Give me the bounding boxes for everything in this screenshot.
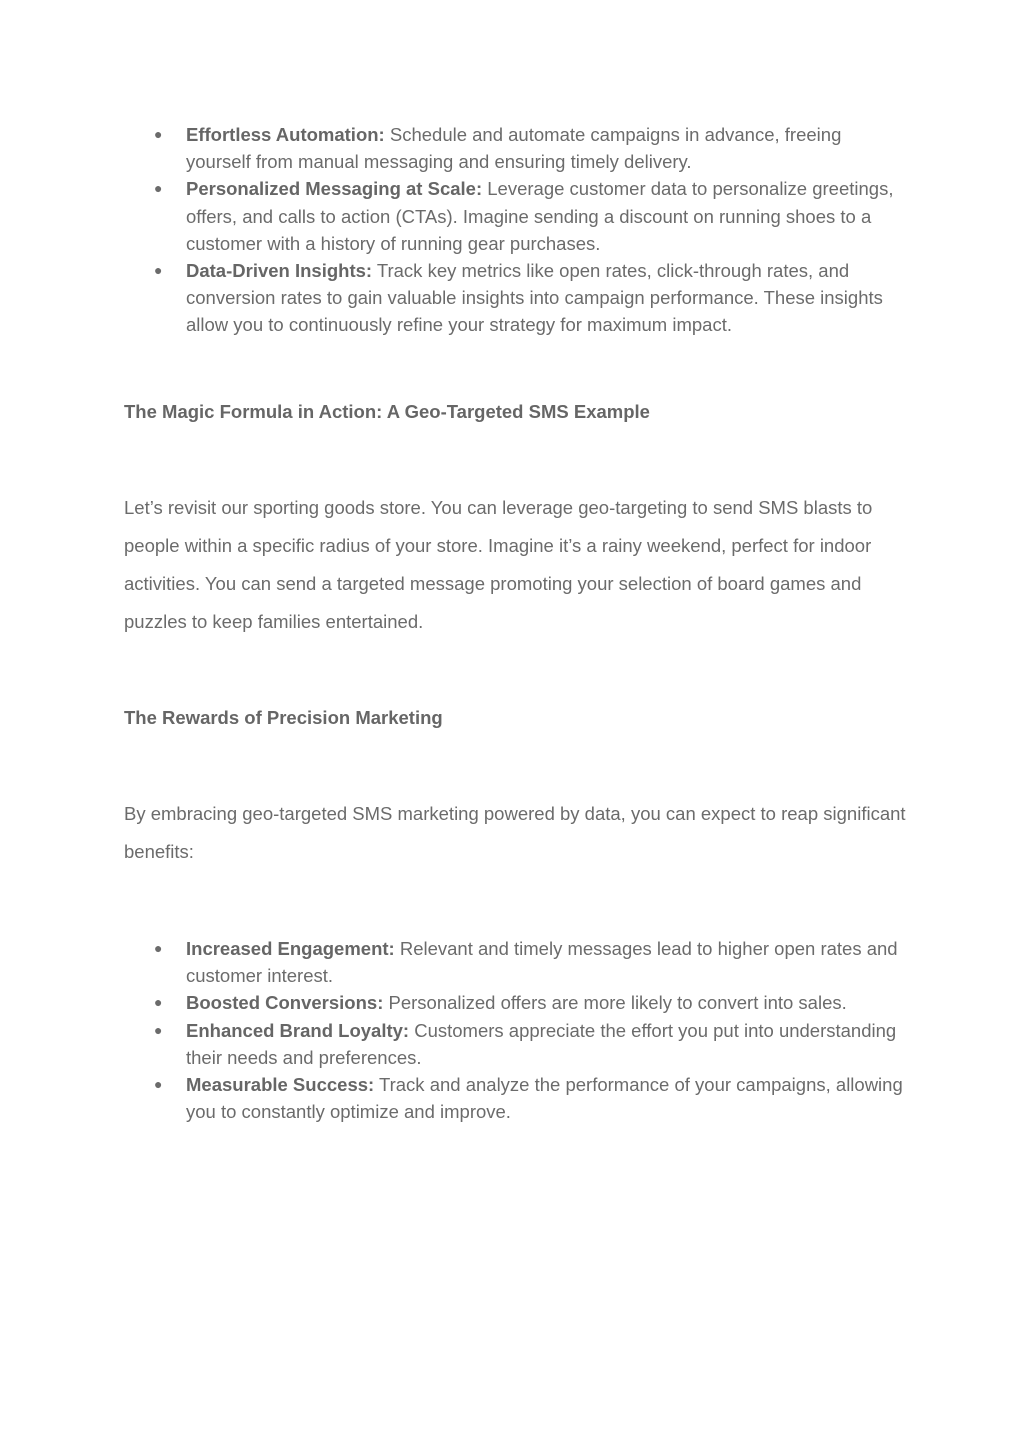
bullet-text: Track and analyze the performance of your campaigns, allowing you to constantly optimize and improve.: [186, 1074, 903, 1123]
bullet-text: Relevant and timely messages lead to higher open rates and customer interest.: [186, 938, 898, 987]
bullet-text: Track key metrics like open rates, click-through rates, and conversion rates to gain valuable insights into campaign performance. These insights allow you to continuously refine your strategy for maximum impact.: [186, 260, 883, 336]
bullet-icon: ●: [154, 1076, 163, 1093]
bullet-icon: ●: [154, 180, 163, 197]
list-item: [124, 175, 904, 257]
bullet-label: Boosted Conversions:: [186, 992, 384, 1014]
section-paragraph-benefits-intro: By embracing geo-targeted SMS marketing powered by data, you can expect to reap significant benefits:: [124, 803, 906, 862]
section-heading-rewards: The Rewards of Precision Marketing: [124, 707, 443, 728]
bullet-icon: ●: [154, 262, 163, 279]
list-item: [124, 935, 904, 989]
feature-bullet-list: [124, 121, 904, 339]
list-item: [124, 121, 904, 175]
bullet-text: Customers appreciate the effort you put into understanding their needs and preferences.: [186, 1019, 897, 1068]
section-paragraph-example: Let’s revisit our sporting goods store. You can leverage geo-targeting to send SMS blasts to people within a specific radius of your store. Imagine it’s a rainy weekend, perfect for indoor activities. You can send a targeted message promoting your selection of board games and puzzles to keep families entertained.: [124, 497, 873, 632]
list-item: [124, 989, 904, 1016]
bullet-icon: ●: [154, 126, 163, 142]
list-item: [124, 1071, 904, 1125]
bullet-label: Data-Driven Insights:: [186, 260, 373, 282]
bullet-label: Measurable Success:: [186, 1074, 375, 1096]
bullet-text: Leverage customer data to personalize greetings, offers, and calls to action (CTAs). Imagine sending a discount on running shoes to a customer with a history of running gear purchases.: [186, 178, 894, 254]
section-heading-magic-formula: The Magic Formula in Action: A Geo-Targeted SMS Example: [124, 401, 650, 422]
bullet-label: Personalized Messaging at Scale:: [186, 178, 483, 200]
bullet-text: Personalized offers are more likely to convert into sales.: [383, 992, 847, 1014]
bullet-label: Enhanced Brand Loyalty:: [186, 1019, 410, 1041]
list-item: [124, 1017, 904, 1071]
bullet-label: Effortless Automation:: [186, 124, 385, 145]
bullet-icon: ●: [154, 940, 163, 956]
bullet-icon: ●: [154, 994, 163, 1011]
list-item: [124, 257, 904, 339]
benefit-bullet-list: [124, 935, 904, 1125]
bullet-icon: ●: [154, 1021, 163, 1038]
bullet-text: Schedule and automate campaigns in advance, freeing yourself from manual messaging and ensuring timely delivery.: [186, 124, 842, 173]
bullet-label: Increased Engagement:: [186, 938, 395, 959]
